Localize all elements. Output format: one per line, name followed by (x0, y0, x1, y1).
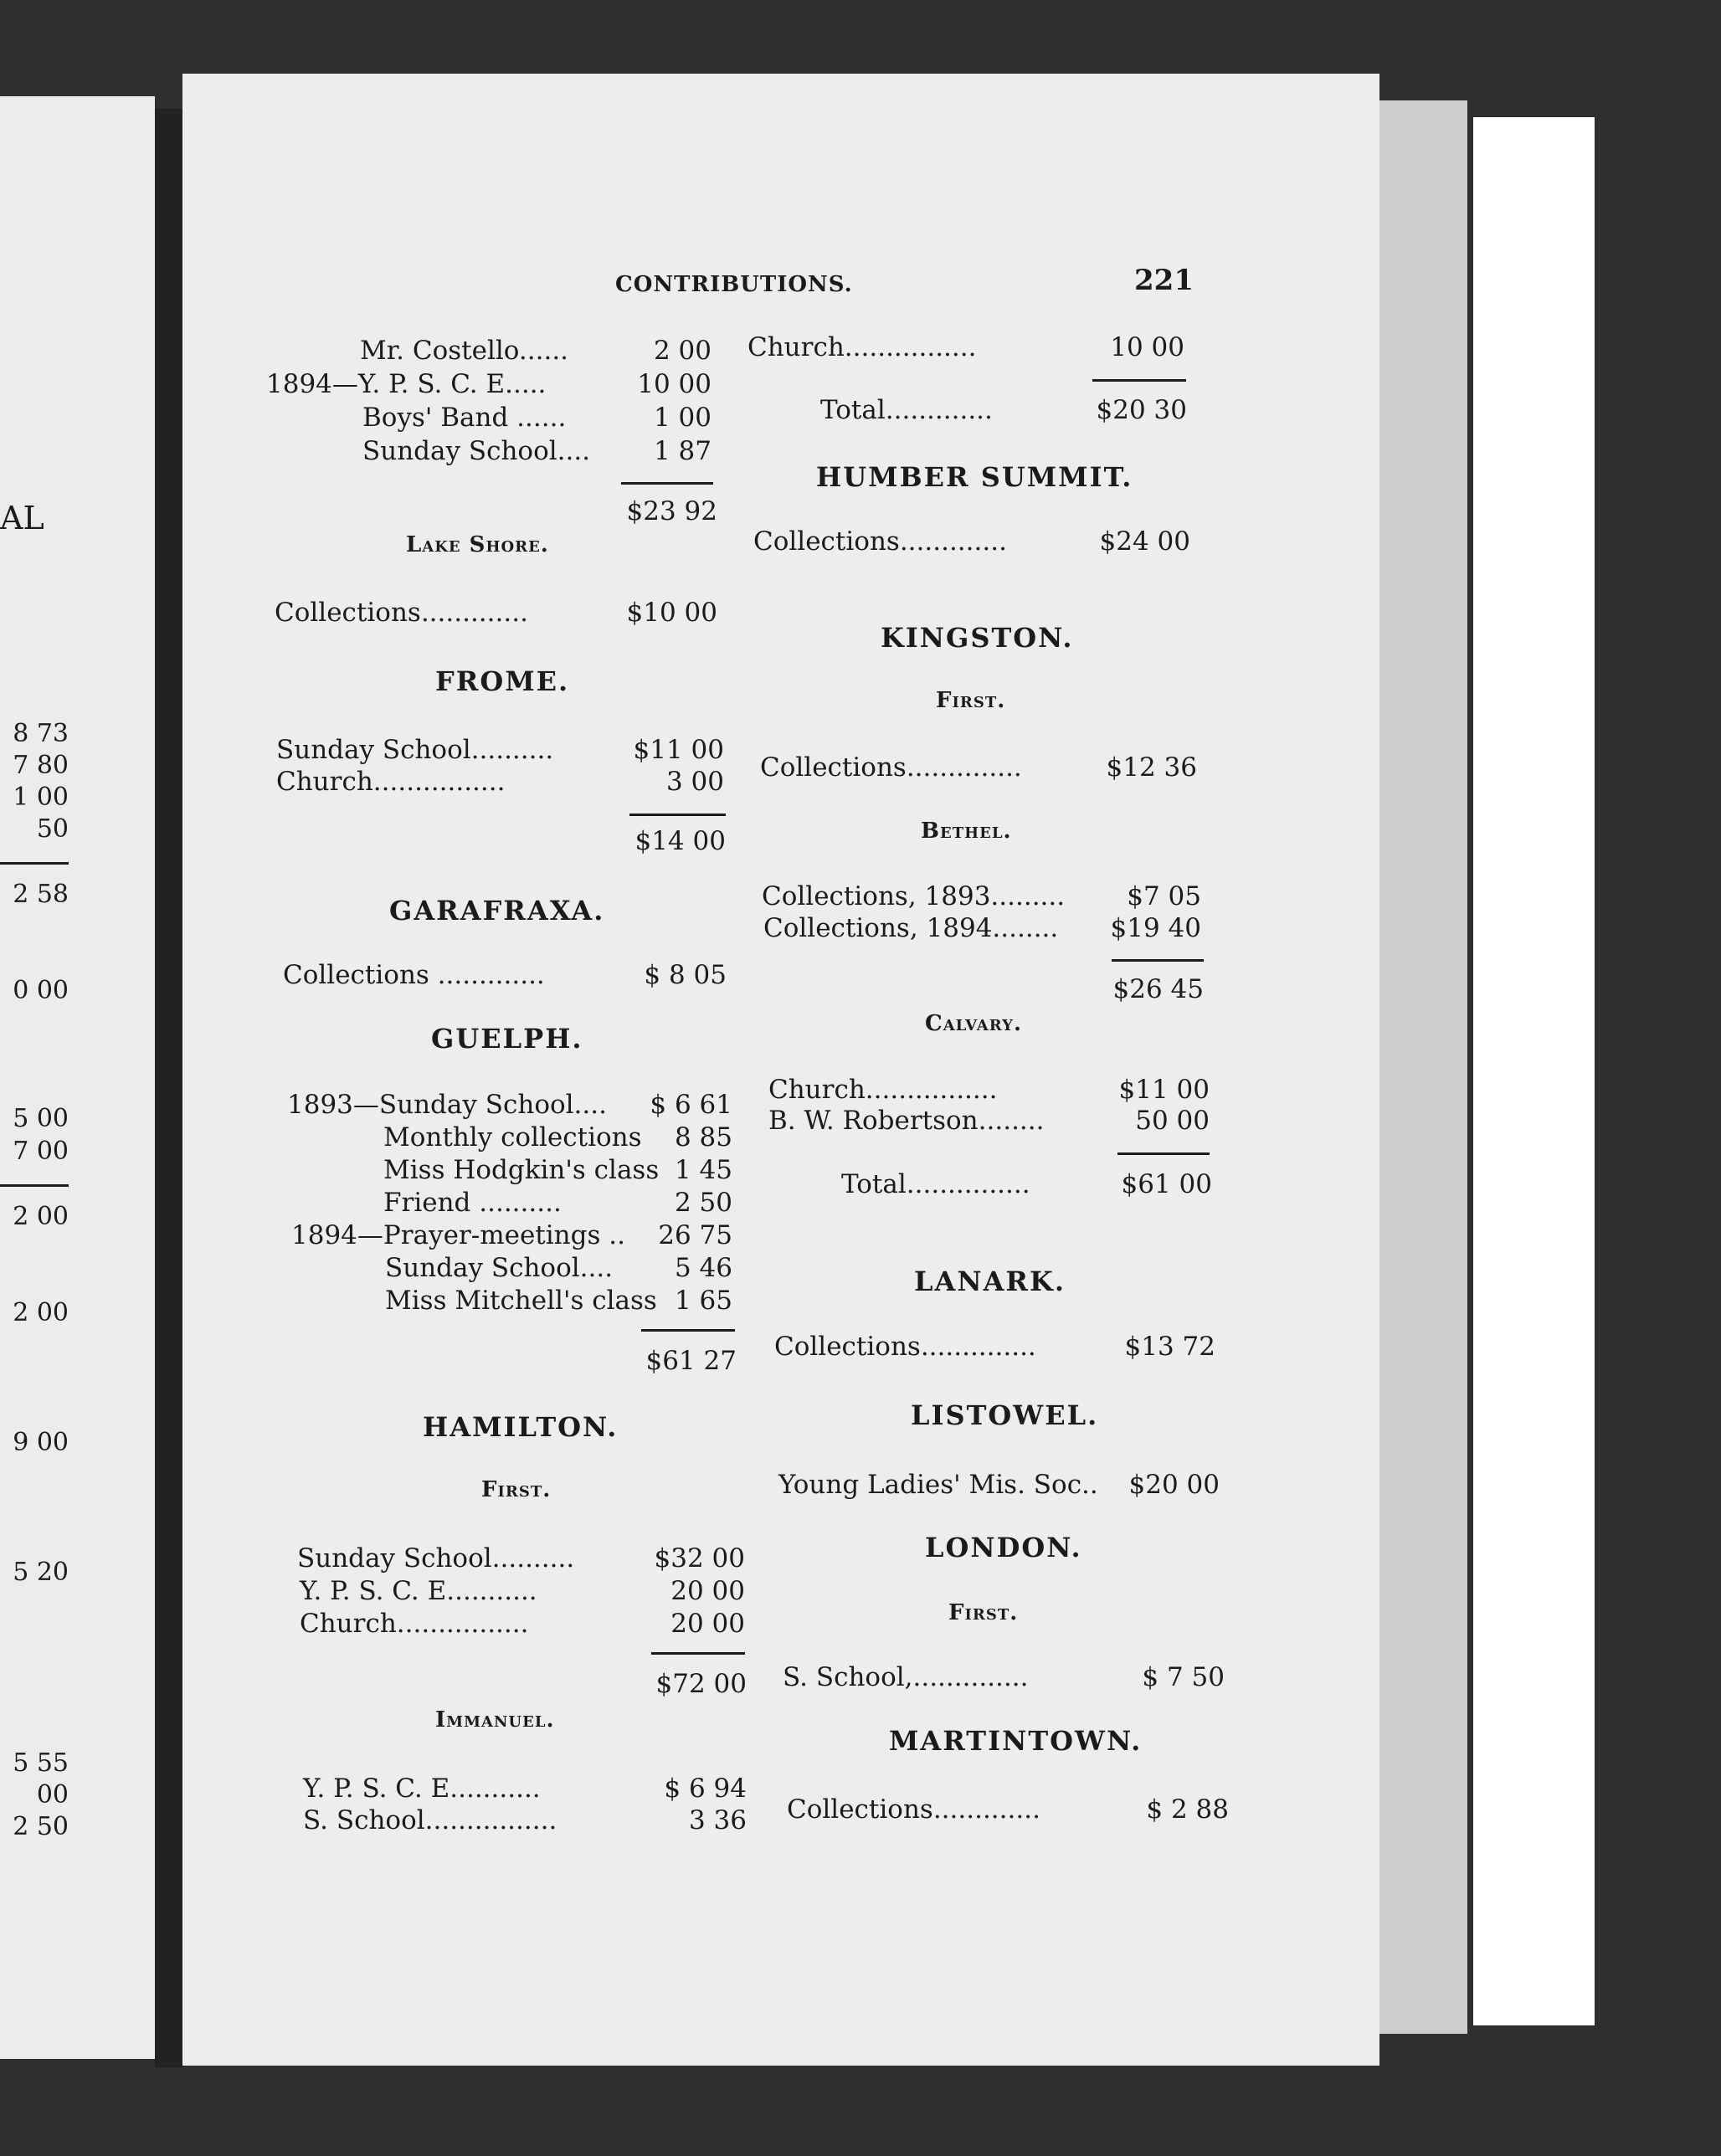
entry-label: Total............... (841, 1169, 1030, 1199)
entry-label: Sunday School.... (385, 1253, 614, 1283)
entry-amount: 2 50 (674, 1188, 732, 1218)
entry-label: Collections............. (787, 1794, 1040, 1825)
entry-label: Young Ladies' Mis. Soc.. (778, 1470, 1098, 1500)
facing-amount: 8 73 (13, 719, 69, 748)
entry-amount: 26 75 (658, 1220, 732, 1250)
white-backing (1473, 117, 1595, 2025)
facing-heading-fragment: AL (0, 500, 44, 536)
entry-label: Collections.............. (760, 752, 1022, 783)
entry-label: Church................ (768, 1075, 998, 1105)
entry-label: Collections ............. (283, 960, 545, 990)
section-subheading: First. (936, 688, 1006, 713)
entry-amount: $32 00 (654, 1543, 745, 1573)
section-total: $23 92 (626, 496, 717, 526)
entry-amount: $13 72 (1124, 1332, 1215, 1362)
section-subheading: Bethel. (921, 819, 1012, 844)
facing-amount: 7 80 (13, 751, 69, 780)
facing-amount: 5 20 (13, 1558, 69, 1587)
entry-label: B. W. Robertson........ (768, 1106, 1045, 1136)
entry-label: Collections, 1893......... (762, 881, 1066, 911)
section-heading: FROME. (435, 665, 570, 697)
entry-label: Miss Hodgkin's class (383, 1155, 660, 1185)
entry-amount: 10 00 (637, 369, 712, 399)
section-heading: LANARK. (914, 1265, 1066, 1297)
entry-label: Collections............. (275, 598, 528, 628)
section-total: $14 00 (634, 826, 726, 856)
entry-amount: 20 00 (670, 1609, 745, 1639)
section-total: $61 00 (1121, 1169, 1212, 1199)
entry-amount: $19 40 (1110, 913, 1201, 943)
section-subheading: First. (948, 1600, 1019, 1625)
section-total: $72 00 (655, 1669, 747, 1699)
section-heading: HAMILTON. (423, 1411, 619, 1443)
entry-label: Total............. (820, 395, 993, 425)
entry-label: Y. P. S. C. E........... (303, 1774, 541, 1804)
entry-label: S. School................ (303, 1805, 557, 1835)
entry-amount: $11 00 (1118, 1075, 1210, 1105)
facing-amount: 50 (36, 814, 69, 844)
entry-label: 1894—Prayer-meetings .. (291, 1220, 625, 1250)
section-heading: HUMBER SUMMIT. (816, 461, 1133, 493)
section-heading: MARTINTOWN. (889, 1725, 1143, 1757)
facing-amount: 1 00 (13, 783, 69, 812)
entry-amount: $ 8 05 (644, 960, 727, 990)
entry-amount: $10 00 (626, 598, 717, 628)
section-subheading: Lake Shore. (406, 532, 549, 557)
entry-amount: $11 00 (633, 735, 724, 765)
facing-amount: 2 58 (13, 880, 69, 909)
facing-amount: 7 00 (13, 1137, 69, 1166)
entry-amount: 20 00 (670, 1576, 745, 1606)
entry-label: Sunday School.... (362, 436, 591, 466)
facing-amount: 5 55 (13, 1748, 69, 1778)
section-heading: GUELPH. (431, 1023, 583, 1055)
entry-amount: $24 00 (1099, 526, 1190, 557)
entry-amount: 10 00 (1110, 332, 1184, 362)
facing-amount: 2 00 (13, 1298, 69, 1327)
page-edges (1379, 100, 1467, 2034)
entry-label: Mr. Costello...... (360, 336, 569, 366)
entry-label: 1893—Sunday School.... (287, 1090, 607, 1120)
entry-amount: 3 36 (688, 1805, 747, 1835)
entry-label: 1894—Y. P. S. C. E..... (266, 369, 547, 399)
entry-amount: 1 65 (674, 1286, 732, 1316)
entry-amount: 1 45 (674, 1155, 732, 1185)
entry-label: Collections, 1894........ (763, 913, 1059, 943)
entry-label: Church................ (300, 1609, 529, 1639)
facing-amount: 2 50 (13, 1812, 69, 1841)
facing-amount: 00 (36, 1780, 69, 1810)
facing-amount: 0 00 (13, 976, 69, 1005)
section-heading: KINGSTON. (881, 622, 1074, 654)
entry-label: Collections.............. (774, 1332, 1036, 1362)
section-total: $20 30 (1096, 395, 1187, 425)
section-total: $61 27 (645, 1346, 737, 1376)
section-subheading: Calvary. (925, 1011, 1023, 1036)
entry-amount: 8 85 (674, 1122, 732, 1152)
entry-amount: $ 2 88 (1146, 1794, 1229, 1825)
section-heading: GARAFRAXA. (389, 895, 605, 927)
facing-amount: 5 00 (13, 1104, 69, 1133)
entry-amount: $20 00 (1128, 1470, 1220, 1500)
entry-amount: 2 00 (653, 336, 712, 366)
book-gutter (155, 109, 184, 2067)
entry-label: Monthly collections (383, 1122, 642, 1152)
entry-label: Y. P. S. C. E........... (300, 1576, 537, 1606)
entry-label: S. School,.............. (783, 1662, 1029, 1692)
entry-label: Sunday School.......... (276, 735, 554, 765)
entry-label: Sunday School.......... (297, 1543, 575, 1573)
entry-amount: $7 05 (1127, 881, 1201, 911)
entry-amount: $ 7 50 (1142, 1662, 1225, 1692)
entry-amount: 1 87 (653, 436, 712, 466)
entry-label: Collections............. (753, 526, 1007, 557)
section-total: $26 45 (1112, 974, 1204, 1004)
page-number: 221 (1134, 264, 1194, 297)
entry-label: Friend .......... (383, 1188, 562, 1218)
entry-amount: $ 6 94 (664, 1774, 747, 1804)
entry-amount: 1 00 (653, 403, 712, 433)
entry-amount: 5 46 (674, 1253, 732, 1283)
entry-amount: $12 36 (1106, 752, 1197, 783)
facing-amount: 2 00 (13, 1202, 69, 1231)
entry-label: Boys' Band ...... (362, 403, 567, 433)
facing-amount: 9 00 (13, 1428, 69, 1457)
entry-label: Miss Mitchell's class (385, 1286, 657, 1316)
entry-amount: 3 00 (665, 767, 724, 797)
section-heading: LISTOWEL. (911, 1399, 1099, 1431)
section-heading: LONDON. (925, 1532, 1082, 1563)
entry-label: Church................ (276, 767, 506, 797)
entry-label: Church................ (747, 332, 977, 362)
entry-amount: 50 00 (1135, 1106, 1210, 1136)
running-head: CONTRIBUTIONS. (615, 272, 853, 297)
section-subheading: First. (481, 1477, 552, 1502)
section-subheading: Immanuel. (435, 1707, 555, 1732)
entry-amount: $ 6 61 (650, 1090, 732, 1120)
